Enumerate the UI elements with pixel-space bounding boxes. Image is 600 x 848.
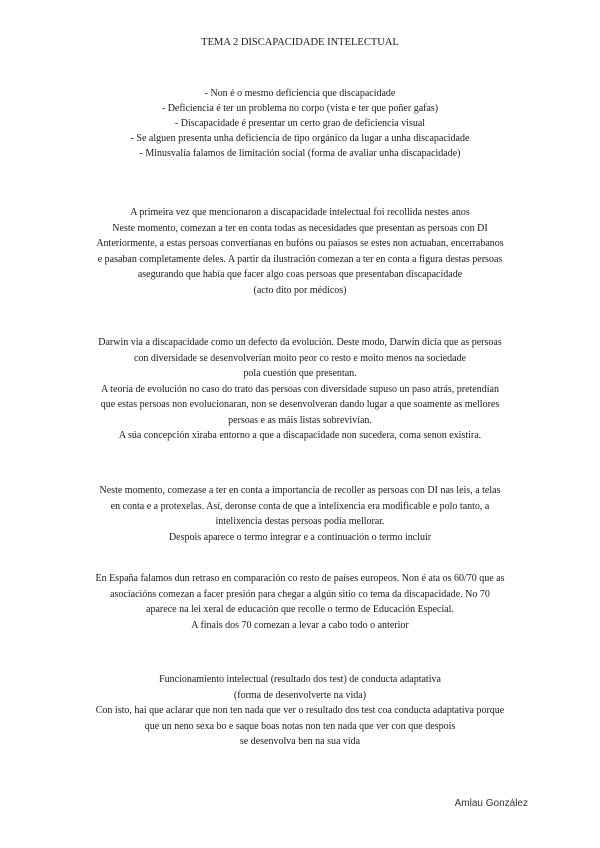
text-line: pola cuestión que presentan. (243, 368, 357, 379)
text-line: persoas e as máis listas sobrevivían. (228, 414, 372, 426)
text-line: que un neno sexa bo e saque boas notas non ten nada que ver con que despois (144, 720, 456, 732)
text-line: A teoría de evolución no caso do trato das persoas con diversidade supuso un paso atrás, pretendían (101, 383, 499, 395)
bullet-item: - Se alguen presenta unha deficiencia de tipo orgánico da lugar a unha discapacidade (130, 133, 470, 144)
text-line: Despois aparece o termo integrar e a continuación o termo incluír (168, 531, 432, 543)
text-line: Neste momento, comezan a ter en conta todas as necesidades que presentan as persoas con DI (112, 222, 488, 234)
paragraph-laws (56, 483, 544, 545)
text-line: A súa concepción xiraba entorno a que a discapacidade non sucedera, coma senon existira. (118, 430, 482, 441)
paragraph-history (56, 205, 544, 298)
bullet-item: - Minusvalía falamos de limitación social (forma de avaliar unha discapacidade) (139, 148, 461, 159)
bullet-list (60, 86, 540, 161)
bullet-item: - Deficiencia é ter un problema no corpo (vista e ter que poñer gafas) (161, 103, 439, 114)
text-line: se desenvolva ben na sua vida (239, 736, 361, 747)
text-line: intelixencia destas persoas podía mellorar. (215, 516, 385, 527)
text-line: aparece na lei xeral de educación que recolle o termo de Educación Especial. (146, 604, 454, 615)
text-line: A primeira vez que mencionaron a discapacidade intelectual foi recollida nestes anos (130, 207, 470, 218)
text-line: Con isto, hai que aclarar que non ten nada que ver o resultado dos test coa conducta adaptativa porque (95, 705, 505, 716)
bullet-item: - Discapacidade é presentar un certo grao de deficiencia visual (174, 118, 426, 129)
text-line: (forma de desenvolverte na vida) (233, 689, 367, 701)
paragraph-darwin (56, 335, 544, 444)
text-line: asociacións comezan a facer presión para chegar a algún sitio co tema da discapacidade. No 70 (110, 588, 490, 600)
bullet-item: - Non é o mesmo deficiencia que discapacidade (204, 88, 396, 99)
text-line: Darwin via a discapacidade como un defecto da evolución. Deste modo, Darwin dicía que as persoas (98, 337, 502, 348)
text-line: Funcionamiento intelectual (resultado dos test) de conducta adaptativa (159, 674, 441, 685)
paragraph-adaptive-behavior (56, 672, 544, 750)
text-line: con diversidade se desenvolverían moito peor co resto e moito menos na sociedade (133, 352, 467, 364)
text-line: A finais dos 70 comezan a levar a cabo todo o anterior (191, 619, 409, 631)
text-line: Anteriormente, a estas persoas convertíanas en bufóns ou paiasos se estes non actuaban, encerrabanos (96, 238, 504, 249)
text-line: asegurando que había que facer algo coas persoas que presentaban discapacidade (137, 269, 463, 280)
text-line: en conta e a protexelas. Así, deronse conta de que a intelixencia era modificable e polo tanto, a (110, 500, 490, 512)
text-line: que estas persoas non evolucionaran, non se desenvolveran dando lugar a que soamente as mellores (100, 399, 500, 410)
text-line: (acto dito por médicos) (253, 284, 347, 296)
text-line: Neste momento, comezase a ter en conta a importancia de recoller as persoas con DI nas leis, a telas (99, 485, 501, 496)
paragraph-spain (56, 571, 544, 633)
text-line: En España falamos dun retraso en comparación co resto de países europeos. Non é ata os 60/70 que as (95, 573, 505, 584)
page-title: TEMA 2 DISCAPACIDADE INTELECTUAL (201, 37, 399, 48)
text-line: e pasaban completamente deles. A partir da ilustración comezan a ter en conta a figura destas persoas (97, 253, 503, 265)
author-name: Amlau González (454, 798, 528, 809)
